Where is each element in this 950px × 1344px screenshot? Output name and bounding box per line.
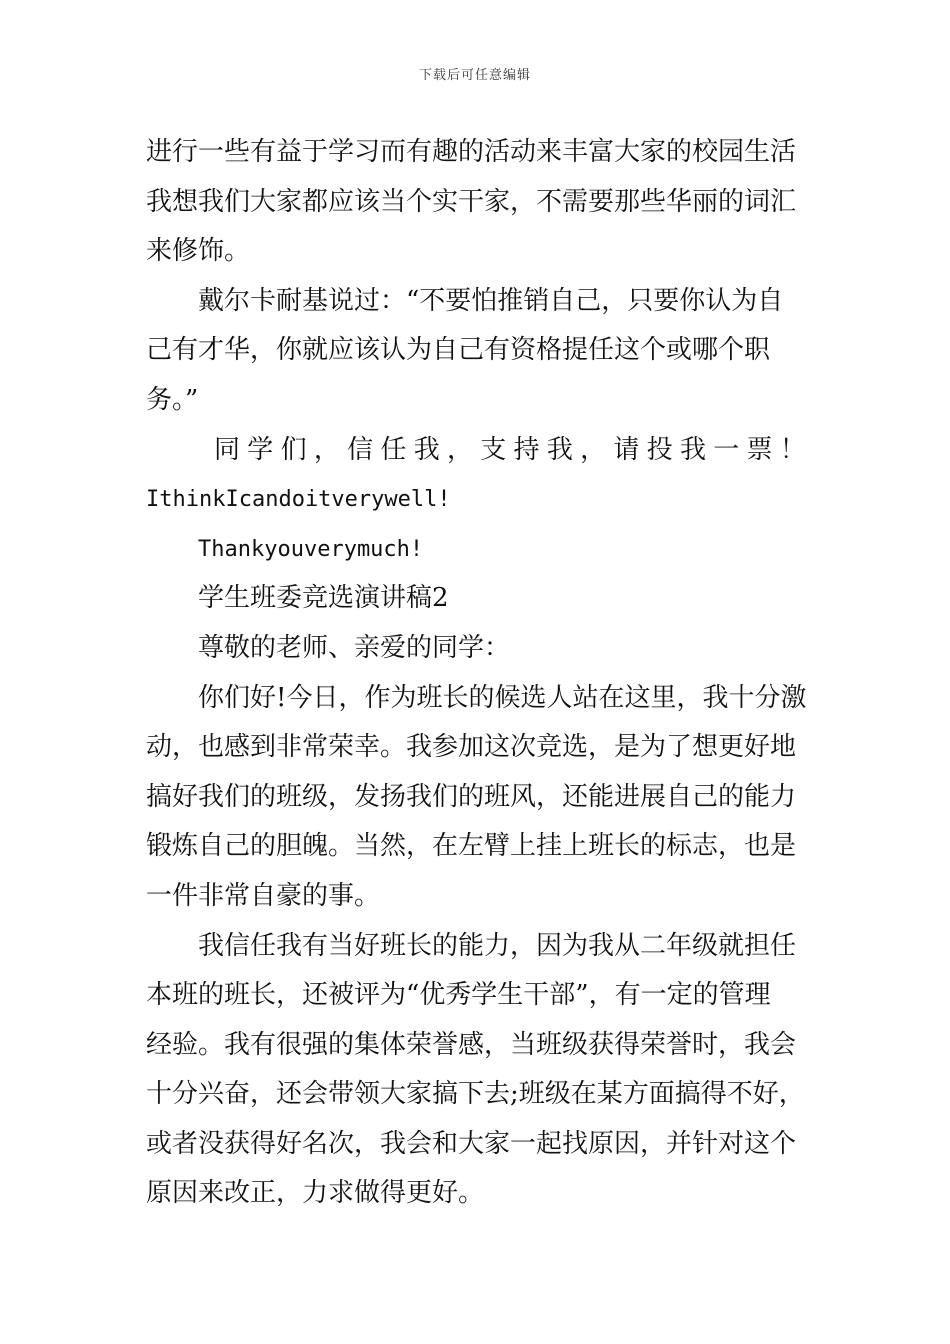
- section-title: 学生班委竞选演讲稿2: [198, 583, 449, 614]
- text-line: 原因来改正，力求做得更好。: [146, 1178, 485, 1209]
- salutation: 尊敬的老师、亲爱的同学：: [198, 632, 511, 663]
- text-line: 十分兴奋，还会带领大家搞下去;班级在某方面搞得不好，: [146, 1079, 805, 1110]
- char: 们: [280, 434, 307, 465]
- char: ，: [446, 434, 473, 465]
- char: 投: [646, 434, 673, 465]
- text-line: 我想我们大家都应该当个实干家，不需要那些华丽的词汇: [146, 186, 797, 217]
- page-header: 下载后可任意编辑: [418, 68, 531, 83]
- char: 我: [413, 434, 440, 465]
- char: 支: [480, 434, 507, 465]
- text-line-latin: Thankyouverymuch!: [198, 536, 424, 562]
- document-body: [146, 128, 806, 1219]
- char: ！: [779, 434, 806, 465]
- text-line: 动，也感到非常荣幸。我参加这次竞选，是为了想更好地: [146, 732, 797, 763]
- char: 持: [513, 434, 540, 465]
- text-line: 锻炼自己的胆魄。当然，在左臂上挂上班长的标志，也是: [146, 831, 797, 862]
- char: 一: [713, 434, 740, 465]
- char: 任: [380, 434, 407, 465]
- char: 学: [247, 434, 274, 465]
- char: 我: [546, 434, 573, 465]
- text-line: 搞好我们的班级，发扬我们的班风，还能进展自己的能力: [146, 781, 797, 812]
- text-line: 经验。我有很强的集体荣誉感，当班级获得荣誉时，我会: [146, 1029, 797, 1060]
- char: ，: [580, 434, 607, 465]
- text-line: 本班的班长，还被评为“优秀学生干部”，有一定的管理: [146, 980, 771, 1011]
- text-line: 戴尔卡耐基说过：“不要怕推销自己，只要你认为自: [198, 285, 784, 316]
- text-line: 一件非常自豪的事。: [146, 880, 381, 911]
- text-line: 务。”: [146, 384, 199, 415]
- text-line: 我信任我有当好班长的能力，因为我从二年级就担任: [198, 930, 797, 961]
- text-line: 你们好!今日，作为班长的候选人站在这里，我十分激: [198, 682, 806, 713]
- text-line: 或者没获得好名次，我会和大家一起找原因，并针对这个: [146, 1128, 797, 1159]
- char: 我: [679, 434, 706, 465]
- char: ，: [313, 434, 340, 465]
- text-line: 进行一些有益于学习而有趣的活动来丰富大家的校园生活: [146, 137, 797, 167]
- text-line: 己有才华，你就应该认为自己有资格提任这个或哪个职: [146, 335, 771, 366]
- char: 请: [613, 434, 640, 465]
- char: 信: [347, 434, 374, 465]
- char: 票: [746, 434, 773, 465]
- text-line-latin: IthinkIcandoitverywell!: [146, 487, 451, 513]
- text-line: 来修饰。: [146, 236, 251, 267]
- spaced-text-line: [146, 426, 806, 476]
- char: 同: [214, 434, 241, 465]
